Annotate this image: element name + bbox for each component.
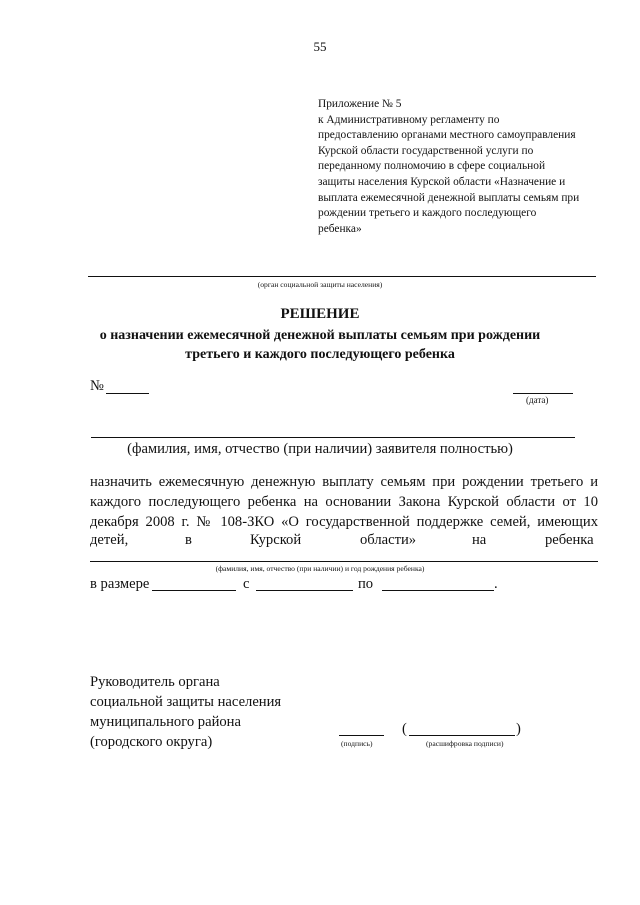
transcript-caption: (расшифровка подписи) [426, 739, 504, 748]
appendix-line: защиты населения Курской области «Назначение и [318, 175, 566, 188]
appendix-line: к Административному регламенту по [318, 113, 500, 126]
child-caption: (фамилия, имя, отчество (при наличии) и год рождения ребенка) [215, 564, 425, 573]
amount-field-line[interactable] [152, 590, 236, 591]
from-date-field-line[interactable] [256, 590, 353, 591]
date-field-line[interactable] [513, 393, 573, 394]
transcript-close-paren: ) [516, 721, 521, 737]
amount-from-label: с [243, 576, 250, 592]
appendix-line: предоставлению органами местного самоуправления [318, 129, 576, 142]
applicant-caption: (фамилия, имя, отчество (при наличии) заявителя полностью) [127, 441, 513, 457]
appendix-line: переданному полномочию в сфере социальной [318, 160, 546, 173]
body-line: декабря 2008 г. № 108-ЗКО «О государственной поддержке семей, имеющих [90, 514, 598, 530]
signature-field-line[interactable] [339, 735, 384, 736]
body-word: ребенка [545, 532, 594, 548]
amount-to-label: по [358, 576, 374, 592]
signatory-line: (городского округа) [90, 734, 213, 750]
body-word: на [472, 532, 487, 548]
appendix-line: выплата ежемесячной денежной выплаты семьям при [318, 191, 580, 204]
body-word: в [185, 532, 192, 548]
appendix-block [318, 97, 579, 237]
amount-label: в размере [90, 576, 150, 592]
body-word: Курской [250, 532, 302, 548]
body-word: детей, [90, 532, 129, 548]
transcript-field-line[interactable] [409, 735, 515, 736]
signature-caption: (подпись) [341, 739, 373, 748]
applicant-field-line[interactable] [91, 437, 575, 438]
signatory-line: социальной защиты населения [90, 694, 282, 710]
document-title: РЕШЕНИЕ [280, 306, 360, 322]
organ-caption: (орган социальной защиты населения) [257, 280, 383, 289]
document-subtitle-line1: о назначении ежемесячной денежной выплаты семьям при рождении [99, 328, 541, 343]
body-line: каждого последующего ребенка на основании Закона Курской области от 10 [90, 494, 598, 510]
appendix-line: Курской области государственной услуги по [318, 144, 534, 157]
signatory-line: Руководитель органа [90, 674, 220, 690]
appendix-line: рождении третьего и каждого последующего [318, 207, 537, 220]
to-date-field-line[interactable] [382, 590, 494, 591]
amount-end-dot: . [494, 576, 498, 592]
child-field-line[interactable] [90, 561, 598, 562]
appendix-line: Приложение № 5 [318, 98, 402, 110]
organ-field-line[interactable] [88, 276, 596, 277]
body-line: назначить ежемесячную денежную выплату семьям при рождении третьего и [90, 474, 598, 490]
date-caption: (дата) [526, 395, 549, 405]
number-field-line[interactable] [106, 393, 149, 394]
appendix-line: ребенка» [318, 222, 362, 235]
signatory-line: муниципального района [90, 714, 241, 730]
page-number: 55 [313, 39, 327, 54]
document-subtitle-line2: третьего и каждого последующего ребенка [185, 347, 455, 362]
signatory-block [90, 672, 281, 752]
number-label: № [90, 378, 104, 394]
body-word: области» [360, 532, 417, 548]
transcript-open-paren: ( [402, 721, 407, 737]
